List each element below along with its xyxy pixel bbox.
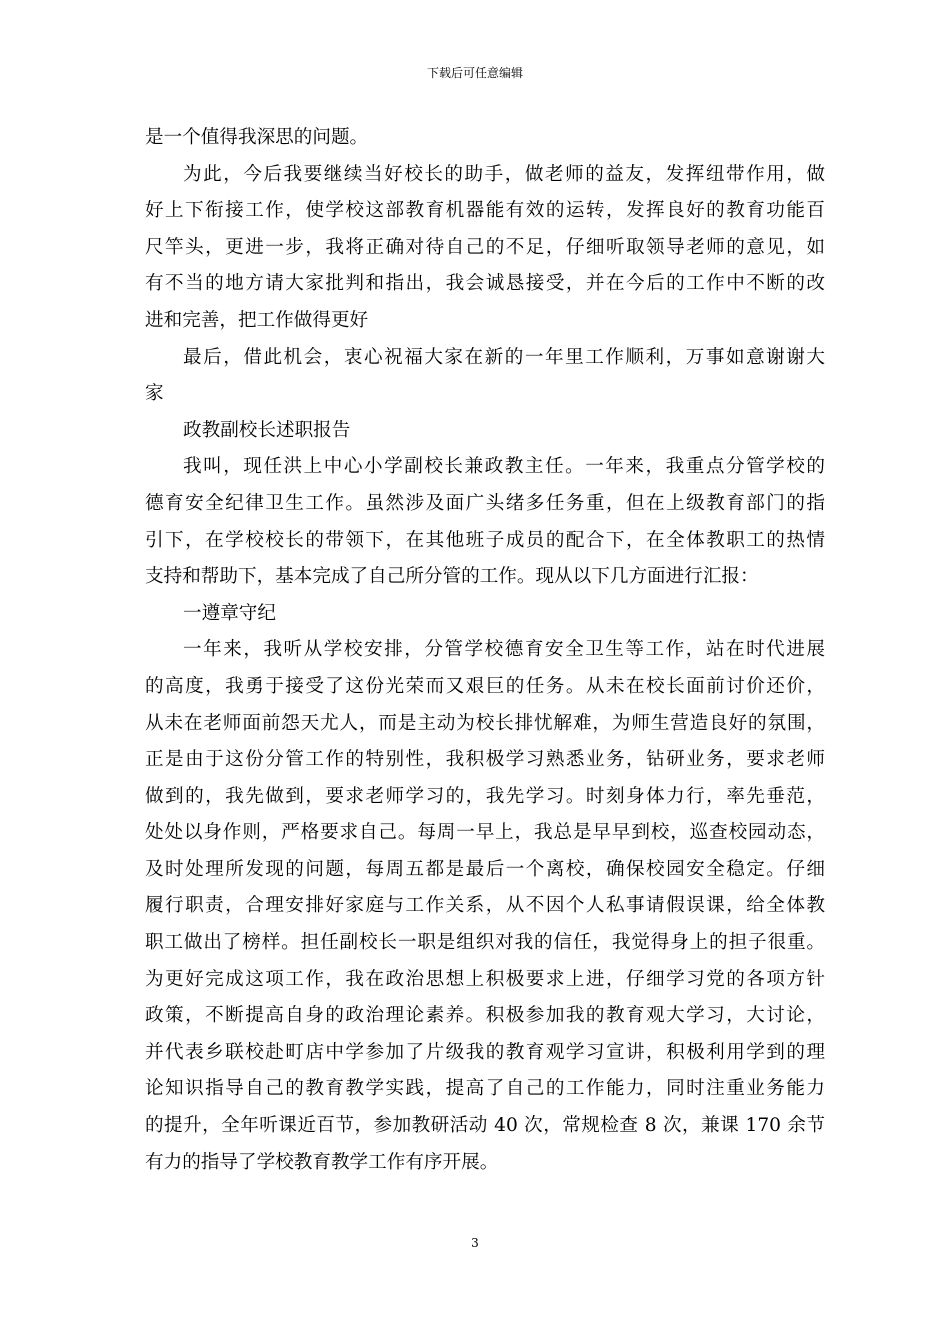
text-line: 并代表乡联校赴町店中学参加了片级我的教育观学习宣讲，积极利用学到的理 [145, 1041, 825, 1063]
text-line: 的提升，全年听课近百节，参加教研活动 40 次，常规检查 8 次，兼课 170 余节 [145, 1115, 825, 1137]
text-line: 最后，借此机会，衷心祝福大家在新的一年里工作顺利，万事如意谢谢大 [183, 346, 825, 368]
text-line: 一年来，我听从学校安排，分管学校德育安全卫生等工作，站在时代进展 [183, 639, 825, 661]
body-text [145, 120, 825, 1181]
text-line: 为更好完成这项工作，我在政治思想上积极要求上进，仔细学习党的各项方针 [145, 968, 825, 990]
text-line: 正是由于这份分管工作的特别性，我积极学习熟悉业务，钻研业务，要求老师 [145, 749, 825, 771]
text-line: 一遵章守纪 [183, 602, 276, 624]
text-line: 德育安全纪律卫生工作。虽然涉及面广头绪多任务重，但在上级教育部门的指 [145, 492, 825, 514]
text-line: 有不当的地方请大家批判和指出，我会诚恳接受，并在今后的工作中不断的改 [145, 273, 825, 295]
text-line: 为此，今后我要继续当好校长的助手，做老师的益友，发挥纽带作用，做 [183, 163, 825, 185]
text-line: 引下，在学校校长的带领下，在其他班子成员的配合下，在全体教职工的热情 [145, 529, 825, 551]
text-line: 我叫，现任洪上中心小学副校长兼政教主任。一年来，我重点分管学校的 [183, 456, 825, 478]
text-line: 家 [145, 383, 164, 405]
text-line: 及时处理所发现的问题，每周五都是最后一个离校，确保校园安全稳定。仔细 [145, 858, 825, 880]
text-line: 是一个值得我深思的问题。 [145, 127, 369, 148]
text-line: 政策，不断提高自身的政治理论素养。积极参加我的教育观大学习，大讨论， [145, 1005, 825, 1027]
page-number: 3 [471, 1236, 479, 1250]
text-line: 支持和帮助下，基本完成了自己所分管的工作。现从以下几方面进行汇报： [145, 566, 759, 588]
text-line: 的高度，我勇于接受了这份光荣而又艰巨的任务。从未在校长面前讨价还价， [145, 675, 825, 697]
text-line: 论知识指导自己的教育教学实践，提高了自己的工作能力，同时注重业务能力 [145, 1078, 825, 1100]
text-line: 尺竿头，更进一步，我将正确对待自己的不足，仔细听取领导老师的意见，如 [145, 236, 825, 258]
text-line: 职工做出了榜样。担任副校长一职是组织对我的信任，我觉得身上的担子很重。 [145, 932, 825, 954]
text-line: 好上下衔接工作，使学校这部教育机器能有效的运转，发挥良好的教育功能百 [145, 200, 825, 222]
page-header: 下载后可任意编辑 [426, 66, 523, 80]
text-line: 履行职责，合理安排好家庭与工作关系，从不因个人私事请假误课，给全体教 [145, 895, 825, 917]
text-line: 处处以身作则，严格要求自己。每周一早上，我总是早早到校，巡查校园动态， [145, 822, 825, 844]
text-line: 做到的，我先做到，要求老师学习的，我先学习。时刻身体力行，率先垂范， [145, 785, 825, 807]
text-line: 有力的指导了学校教育教学工作有序开展。 [145, 1151, 499, 1173]
text-line: 从未在老师面前怨天尤人，而是主动为校长排忧解难，为师生营造良好的氛围， [145, 712, 825, 734]
text-line: 进和完善，把工作做得更好 [145, 309, 369, 331]
text-line: 政教副校长述职报告 [183, 419, 351, 441]
